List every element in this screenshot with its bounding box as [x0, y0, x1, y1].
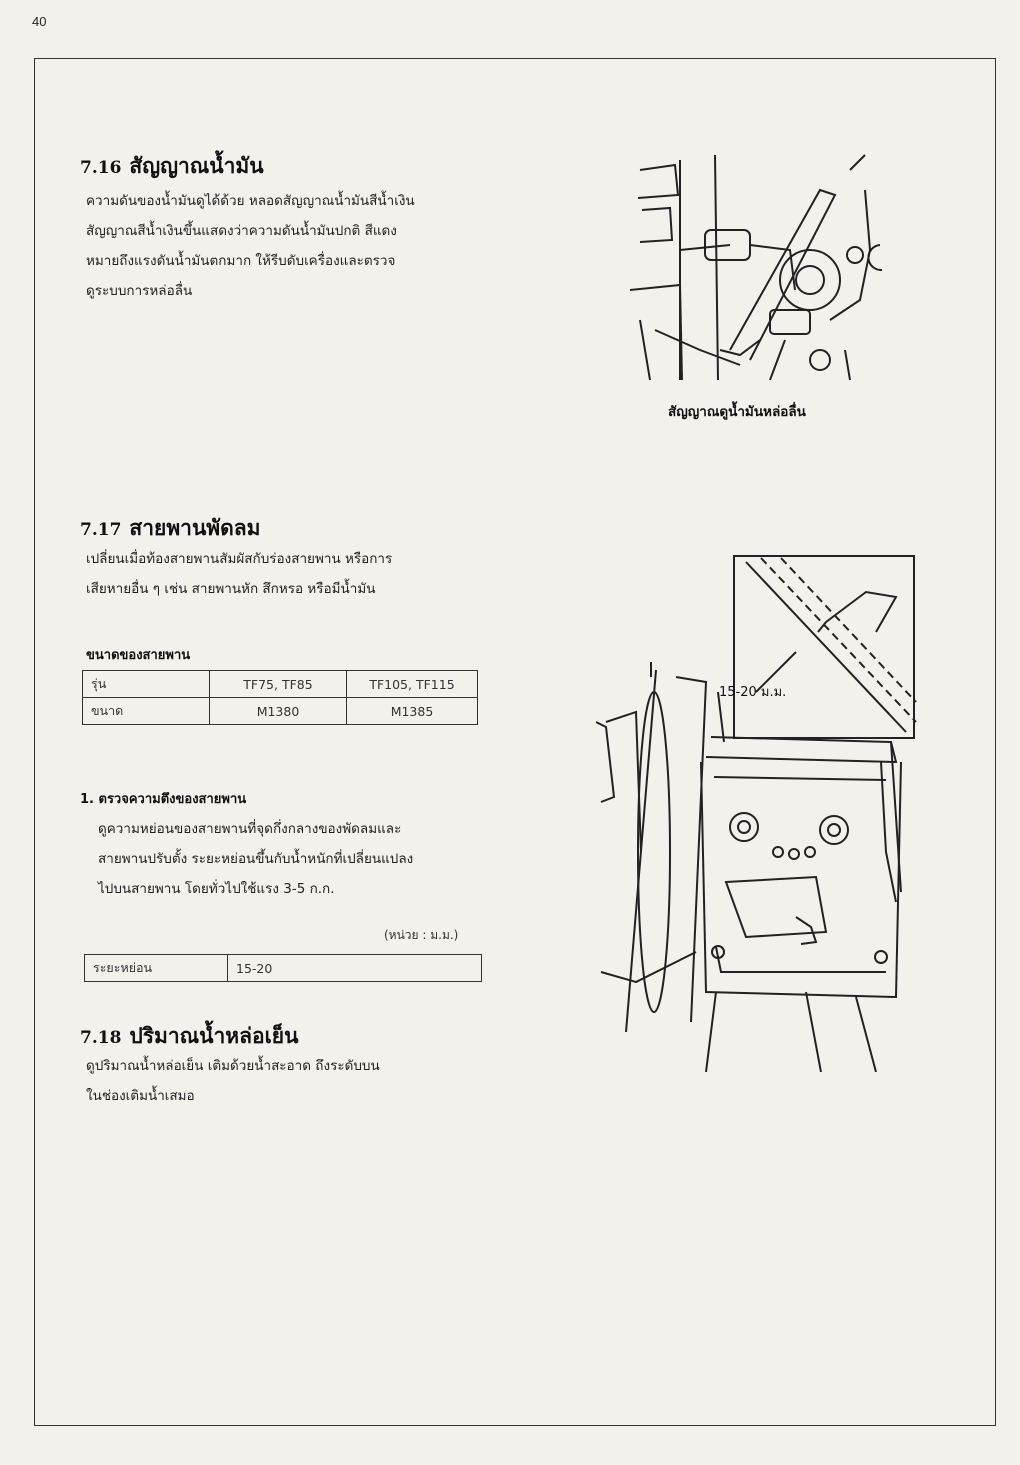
belt-slack-table — [84, 954, 482, 982]
body-line: ดูความหย่อนของสายพานที่จุดกึ่งกลางของพัดลมและ — [98, 821, 402, 837]
section-718-number: 7.18 — [80, 1028, 122, 1048]
table-cell: TF105, TF115 — [347, 671, 478, 698]
table-cell: 15-20 — [228, 955, 482, 982]
table-row — [83, 671, 478, 698]
unit-label: (หน่วย : ม.ม.) — [384, 928, 459, 942]
section-718-body — [86, 1051, 380, 1111]
body-line: ดูปริมาณน้ำหล่อเย็น เติมด้วยน้ำสะอาด ถึงระดับบน — [86, 1058, 380, 1074]
table-cell: TF75, TF85 — [210, 671, 347, 698]
section-717-title: สายพานพัดลม — [129, 515, 261, 540]
section-718-heading — [80, 1020, 298, 1053]
belt-tension-body — [98, 814, 413, 904]
section-717-number: 7.17 — [80, 520, 122, 540]
table-cell: M1380 — [210, 698, 347, 725]
belt-size-table — [82, 670, 478, 725]
section-718-title: ปริมาณน้ำหล่อเย็น — [129, 1023, 299, 1048]
fan-belt-illustration — [596, 552, 926, 1072]
body-line: ในช่องเติมน้ำเสมอ — [86, 1088, 195, 1104]
section-716-title: สัญญาณน้ำมัน — [129, 153, 264, 178]
body-line: สายพานปรับตั้ง ระยะหย่อนขึ้นกับน้ำหนักที่เปลี่ยนแปลง — [98, 851, 414, 867]
section-716-number: 7.16 — [80, 158, 122, 178]
table-cell: ระยะหย่อน — [85, 955, 228, 982]
belt-tension-heading: 1. ตรวจความตึงของสายพาน — [80, 792, 247, 807]
table-cell: M1385 — [347, 698, 478, 725]
body-line: เปลี่ยนเมื่อท้องสายพานสัมผัสกับร่องสายพาน หรือการ — [86, 551, 393, 567]
body-line: ไปบนสายพาน โดยทั่วไปใช้แรง 3-5 ก.ก. — [98, 881, 335, 897]
section-716-body — [86, 186, 415, 306]
table-cell: รุ่น — [83, 671, 210, 698]
body-line: เสียหายอื่น ๆ เช่น สายพานหัก สึกหรอ หรือมีน้ำมัน — [86, 581, 376, 597]
table-cell: ขนาด — [83, 698, 210, 725]
body-line: หมายถึงแรงดันน้ำมันตกมาก ให้รีบดับเครื่องและตรวจ — [86, 253, 396, 269]
belt-slack-annotation: 15-20 ม.ม. — [719, 685, 787, 700]
section-716-heading — [80, 150, 264, 183]
oil-sight-caption: สัญญาณดูน้ำมันหล่อลื่น — [668, 404, 806, 420]
body-line: สัญญาณสีน้ำเงินขึ้นแสดงว่าความดันน้ำมันปกติ สีแดง — [86, 223, 397, 239]
table-row — [83, 698, 478, 725]
body-line: ความดันของน้ำมันดูได้ด้วย หลอดสัญญาณน้ำมันสีน้ำเงิน — [86, 193, 415, 209]
section-717-heading — [80, 512, 261, 545]
page-number: 40 — [32, 14, 47, 29]
body-line: ดูระบบการหล่อลื่น — [86, 283, 193, 299]
table-row — [85, 955, 482, 982]
section-717-body — [86, 544, 392, 604]
belt-size-heading: ขนาดของสายพาน — [86, 648, 191, 663]
oil-sight-illustration — [620, 150, 900, 390]
